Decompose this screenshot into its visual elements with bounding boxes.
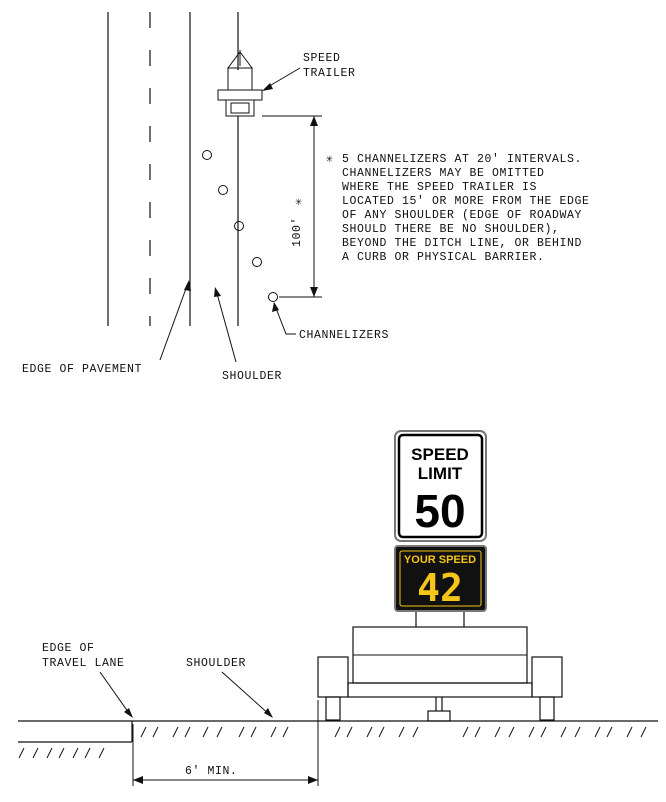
edge-of-travel-lane-label [42,642,125,670]
channelizer [203,151,212,160]
speed-limit-sign [395,431,486,541]
shoulder-label: SHOULDER [222,370,283,383]
edge-of-travel-lane-leader [100,672,131,716]
speed-trailer-label [303,52,356,80]
note-line: 5 CHANNELIZERS AT 20' INTERVALS. [342,153,583,166]
svg-text:EDGE OF: EDGE OF [42,642,95,655]
speed-limit-line2: LIMIT [417,464,463,483]
note-line: OF ANY SHOULDER (EDGE OF ROADWAY [342,209,583,222]
note-line: SHOULD THERE BE NO SHOULDER), [342,223,560,236]
shoulder-leader [216,290,236,362]
note-line: WHERE THE SPEED TRAILER IS [342,181,538,194]
elevation-shoulder-label: SHOULDER [186,657,247,670]
svg-text:SPEED: SPEED [303,52,341,65]
channelizer [219,186,228,195]
dimension-label: 100' [291,216,304,248]
speed-trailer-elevation [318,611,562,721]
svg-text:TRAILER: TRAILER [303,67,356,80]
note-line: LOCATED 15' OR MORE FROM THE EDGE [342,195,590,208]
dimension-100ft [262,116,322,297]
min-offset-dimension [133,700,318,786]
svg-text:TRAVEL LANE: TRAVEL LANE [42,657,125,670]
plan-view [22,12,590,383]
ground-profile [18,721,658,758]
channelizer [235,222,244,231]
speed-trailer-plan [218,50,262,116]
your-speed-display [395,546,486,611]
elevation-view [18,431,658,786]
your-speed-label: YOUR SPEED [403,554,477,566]
speed-limit-line1: SPEED [411,445,469,464]
note-line: A CURB OR PHYSICAL BARRIER. [342,251,545,264]
channelizer [269,293,278,302]
note-asterisk: ✳ [326,153,334,166]
speed-trailer-leader [266,68,300,88]
note-line: BEYOND THE DITCH LINE, OR BEHIND [342,237,583,250]
note-line: CHANNELIZERS MAY BE OMITTED [342,167,545,180]
channelizers-label: CHANNELIZERS [299,329,390,342]
channelizers [203,151,278,302]
min-offset-label: 6' MIN. [185,765,238,778]
note-block [326,153,590,264]
channelizer [253,258,262,267]
edge-of-pavement-leader [160,283,188,360]
edge-of-pavement-label: EDGE OF PAVEMENT [22,363,143,376]
dimension-asterisk: ✳ [295,196,303,209]
speed-limit-value: 50 [414,485,466,537]
elevation-shoulder-leader [222,672,271,716]
your-speed-value: 42 [417,566,463,610]
